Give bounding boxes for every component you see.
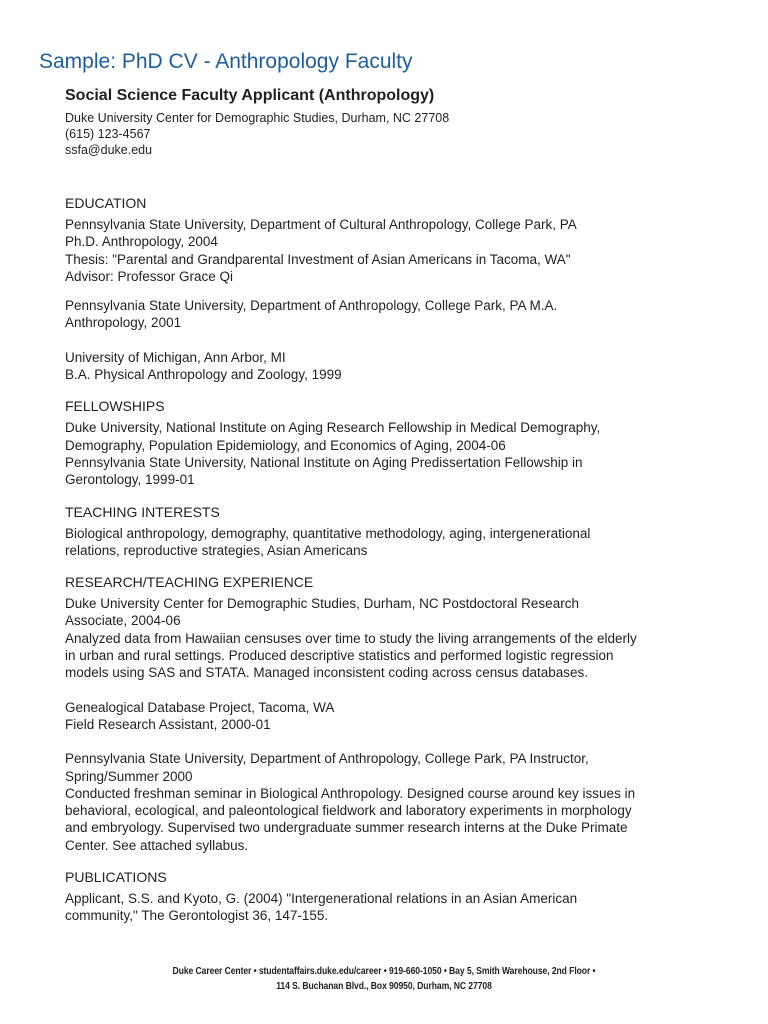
- contact-phone: (615) 123-4567: [65, 127, 151, 141]
- education-entry: [65, 216, 715, 285]
- entry-line: Ph.D. Anthropology, 2004: [65, 234, 218, 250]
- entry-line: Duke University, National Institute on Aging Research Fellowship in Medical Demography,: [65, 420, 601, 436]
- section-research-teaching: [65, 573, 715, 854]
- entry-line: B.A. Physical Anthropology and Zoology, 1999: [65, 367, 342, 383]
- fellowship-entry: [65, 419, 715, 488]
- section-fellowships: [65, 397, 715, 488]
- section-heading: EDUCATION: [65, 195, 147, 211]
- entry-line: Center. See attached syllabus.: [65, 837, 249, 853]
- contact-address: Duke University Center for Demographic Studies, Durham, NC 27708: [65, 111, 450, 125]
- page-title: Sample: PhD CV - Anthropology Faculty: [39, 50, 413, 73]
- applicant-name: Social Science Faculty Applicant (Anthropology): [65, 87, 435, 104]
- teaching-interests-entry: [65, 525, 715, 560]
- experience-entry: [65, 699, 715, 734]
- section-heading: FELLOWSHIPS: [65, 398, 165, 415]
- entry-line: Analyzed data from Hawaiian censuses over time to study the living arrangements of the elderly: [65, 630, 637, 646]
- entry-line: Advisor: Professor Grace Qi: [65, 268, 234, 284]
- entry-line: Genealogical Database Project, Tacoma, WA: [65, 699, 335, 715]
- section-teaching-interests: [65, 503, 715, 560]
- contact-email: ssfa@duke.edu: [65, 143, 153, 157]
- entry-line: Anthropology, 2001: [65, 315, 182, 331]
- entry-line: in urban and rural settings. Produced descriptive statistics and performed logistic regression: [65, 648, 614, 664]
- entry-line: Pennsylvania State University, Department of Anthropology, College Park, PA M.A.: [65, 298, 558, 314]
- entry-line: Associate, 2004-06: [65, 613, 181, 629]
- experience-entry: [65, 595, 715, 681]
- cv-document: [65, 86, 715, 925]
- entry-line: models using SAS and STATA. Managed inconsistent coding across census databases.: [65, 665, 589, 681]
- section-heading: RESEARCH/TEACHING EXPERIENCE: [65, 574, 314, 591]
- entry-line: University of Michigan, Ann Arbor, MI: [65, 349, 286, 365]
- entry-line: Pennsylvania State University, National Institute on Aging Predissertation Fellowship in: [65, 454, 583, 470]
- entry-line: Field Research Assistant, 2000-01: [65, 716, 271, 732]
- footer: [54, 964, 714, 994]
- footer-line-2: 114 S. Buchanan Blvd., Box 90950, Durham, NC 27708: [276, 981, 492, 992]
- education-entry: [65, 349, 715, 384]
- section-education: [65, 194, 715, 383]
- publication-entry: [65, 890, 715, 925]
- entry-line: Biological anthropology, demography, quantitative methodology, aging, intergenerational: [65, 525, 591, 541]
- entry-line: Spring/Summer 2000: [65, 768, 193, 784]
- education-entry: [65, 297, 715, 332]
- section-publications: [65, 868, 715, 925]
- entry-line: and embryology. Supervised two undergraduate summer research interns at the Duke Primate: [65, 820, 628, 836]
- entry-line: behavioral, ecological, and paleontological fieldwork and laboratory experiments in morphology: [65, 803, 632, 819]
- entry-line: Thesis: "Parental and Grandparental Investment of Asian Americans in Tacoma, WA": [65, 251, 571, 267]
- entry-line: relations, reproductive strategies, Asian Americans: [65, 542, 368, 558]
- entry-line: community," The Gerontologist 36, 147-155.: [65, 908, 329, 924]
- contact-block: [65, 110, 715, 158]
- entry-line: Demography, Population Epidemiology, and Economics of Aging, 2004-06: [65, 437, 506, 453]
- footer-line-1: Duke Career Center • studentaffairs.duke.edu/career • 919-660-1050 • Bay 5, Smith Warehouse, 2nd Floor •: [172, 966, 596, 977]
- experience-entry: [65, 750, 715, 854]
- entry-line: Pennsylvania State University, Department of Cultural Anthropology, College Park, PA: [65, 217, 577, 232]
- entry-line: Conducted freshman seminar in Biological Anthropology. Designed course around key issues in: [65, 785, 636, 801]
- entry-line: Applicant, S.S. and Kyoto, G. (2004) "Intergenerational relations in an Asian American: [65, 891, 578, 907]
- section-heading: TEACHING INTERESTS: [65, 503, 220, 520]
- section-heading: PUBLICATIONS: [65, 869, 167, 886]
- entry-line: Pennsylvania State University, Department of Anthropology, College Park, PA Instructor,: [65, 751, 589, 767]
- entry-line: Duke University Center for Demographic Studies, Durham, NC Postdoctoral Research: [65, 596, 579, 612]
- entry-line: Gerontology, 1999-01: [65, 472, 195, 488]
